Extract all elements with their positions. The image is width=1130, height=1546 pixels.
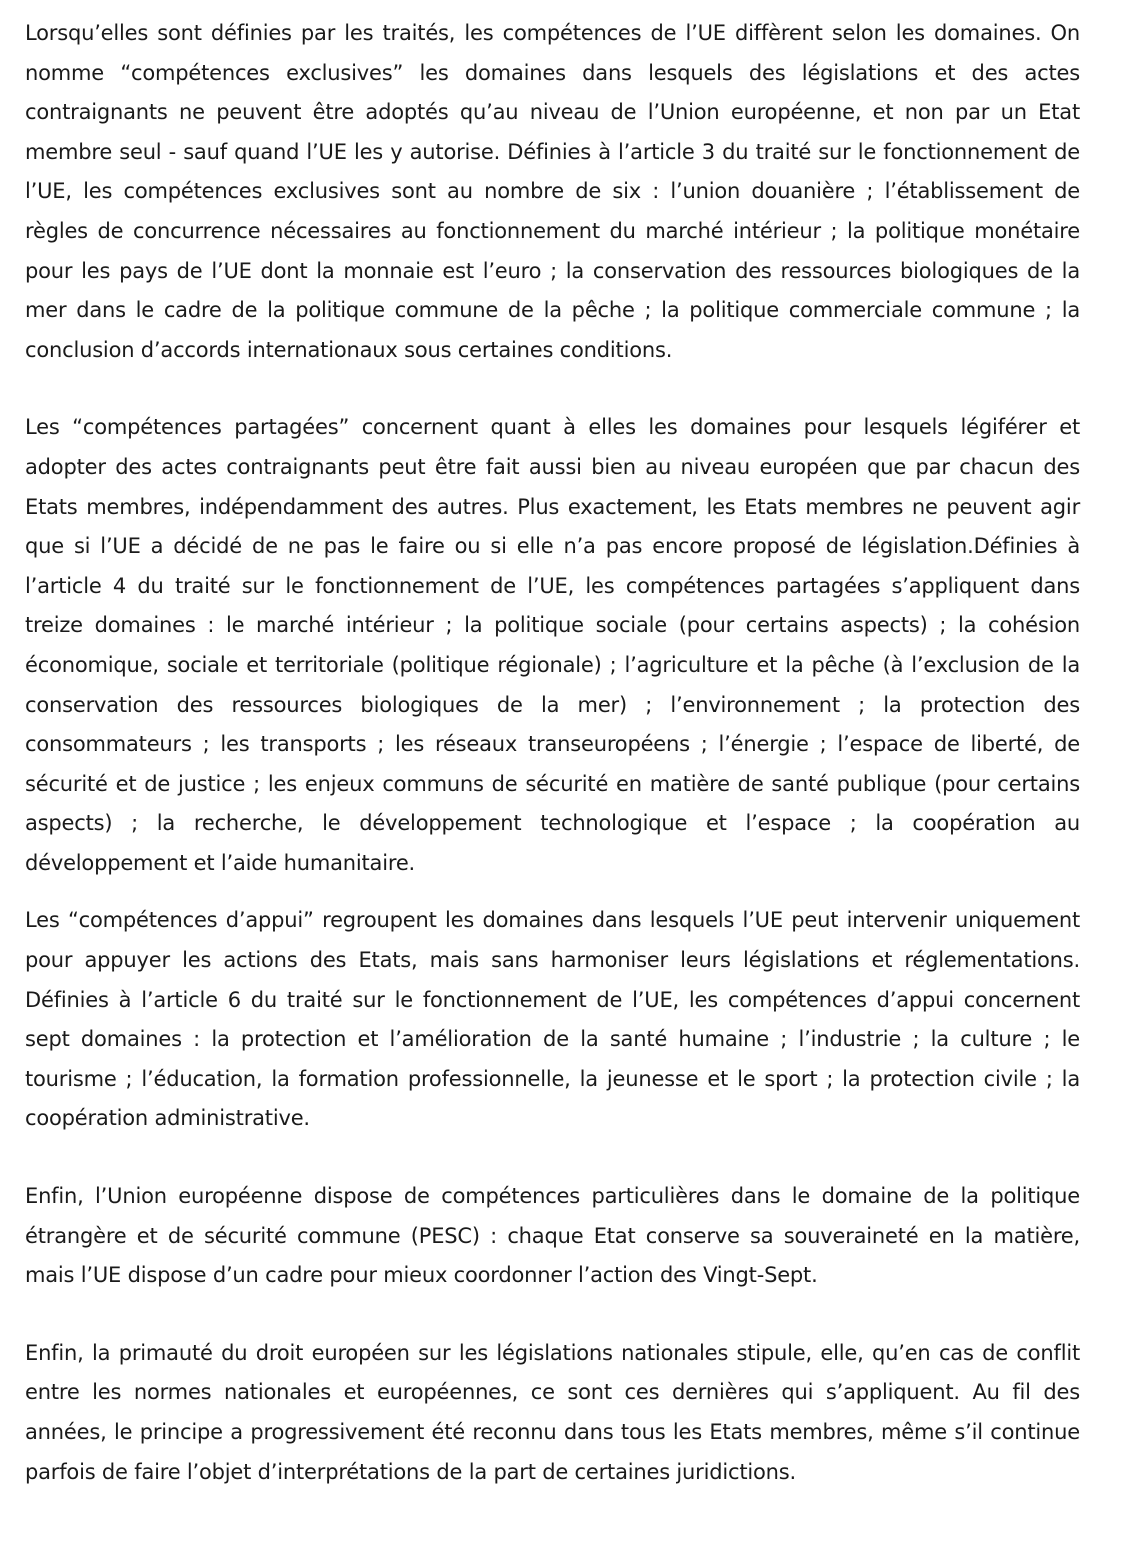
paragraph-pesc: Enfin, l’Union européenne dispose de compétences particulières dans le domaine de la politique étrangère et de sécurité commune (PESC) : chaque Etat conserve sa souveraineté en la matière, mais l’UE dispose d’un cadre pour mieux coordonner l’action des Vingt-Sept. — [25, 1184, 1080, 1288]
paragraph-primacy: Enfin, la primauté du droit européen sur les législations nationales stipule, elle, qu’en cas de conflit entre les normes nationales et européennes, ce sont ces dernières qui s’appliquent. Au fil des années, le principe a progressivement été reconnu dans tous les Etats membres, même s’il continue parfois de faire l’objet d’interprétations de la part de certaines juridictions. — [25, 1340, 1080, 1484]
paragraph-spacer — [25, 883, 1080, 901]
paragraph-spacer — [25, 1139, 1080, 1177]
paragraph-spacer — [25, 1296, 1080, 1334]
paragraph-spacer — [25, 370, 1080, 408]
paragraph-exclusive-competences: Lorsqu’elles sont définies par les traités, les compétences de l’UE diffèrent selon les domaines. On nomme “compétences exclusives” les domaines dans lesquels des législations et des actes contraignants ne peuvent être adoptés qu’au niveau de l’Union européenne, et non par un Etat membre seul - sauf quand l’UE les y autorise. Définies à l’article 3 du traité sur le fonctionnement de l’UE, les compétences exclusives sont au nombre de six : l’union douanière ; l’établissement de règles de concurrence nécessaires au fonctionnement du marché intérieur ; la politique monétaire pour les pays de l’UE dont la monnaie est l’euro ; la conservation des ressources biologiques de la mer dans le cadre de la politique commune de la pêche ; la politique commerciale commune ; la conclusion d’accords internationaux sous certaines conditions. — [25, 21, 1080, 362]
paragraph-shared-competences: Les “compétences partagées” concernent quant à elles les domaines pour lesquels légiférer et adopter des actes contraignants peut être fait aussi bien au niveau européen que par chacun des Etats membres, indépendamment des autres. Plus exactement, les Etats membres ne peuvent agir que si l’UE a décidé de ne pas le faire ou si elle n’a pas encore proposé de législation.Définies à l’article 4 du traité sur le fonctionnement de l’UE, les compétences partagées s’appliquent dans treize domaines : le marché intérieur ; la politique sociale (pour certains aspects) ; la cohésion économique, sociale et territoriale (politique régionale) ; l’agriculture et la pêche (à l’exclusion de la conservation des ressources biologiques de la mer) ; l’environnement ; la protection des consommateurs ; les transports ; les réseaux transeuropéens ; l’énergie ; l’espace de liberté, de sécurité et de justice ; les enjeux communs de sécurité en matière de santé publique (pour certains aspects) ; la recherche, le développement technologique et l’espace ; la coopération au développement et l’aide humanitaire. — [25, 415, 1080, 875]
paragraph-support-competences: Les “compétences d’appui” regroupent les domaines dans lesquels l’UE peut intervenir uniquement pour appuyer les actions des Etats, mais sans harmoniser leurs législations et réglementations. Définies à l’article 6 du traité sur le fonctionnement de l’UE, les compétences d’appui concernent sept domaines : la protection et l’amélioration de la santé humaine ; l’industrie ; la culture ; le tourisme ; l’éducation, la formation professionnelle, la jeunesse et le sport ; la protection civile ; la coopération administrative. — [25, 908, 1080, 1131]
